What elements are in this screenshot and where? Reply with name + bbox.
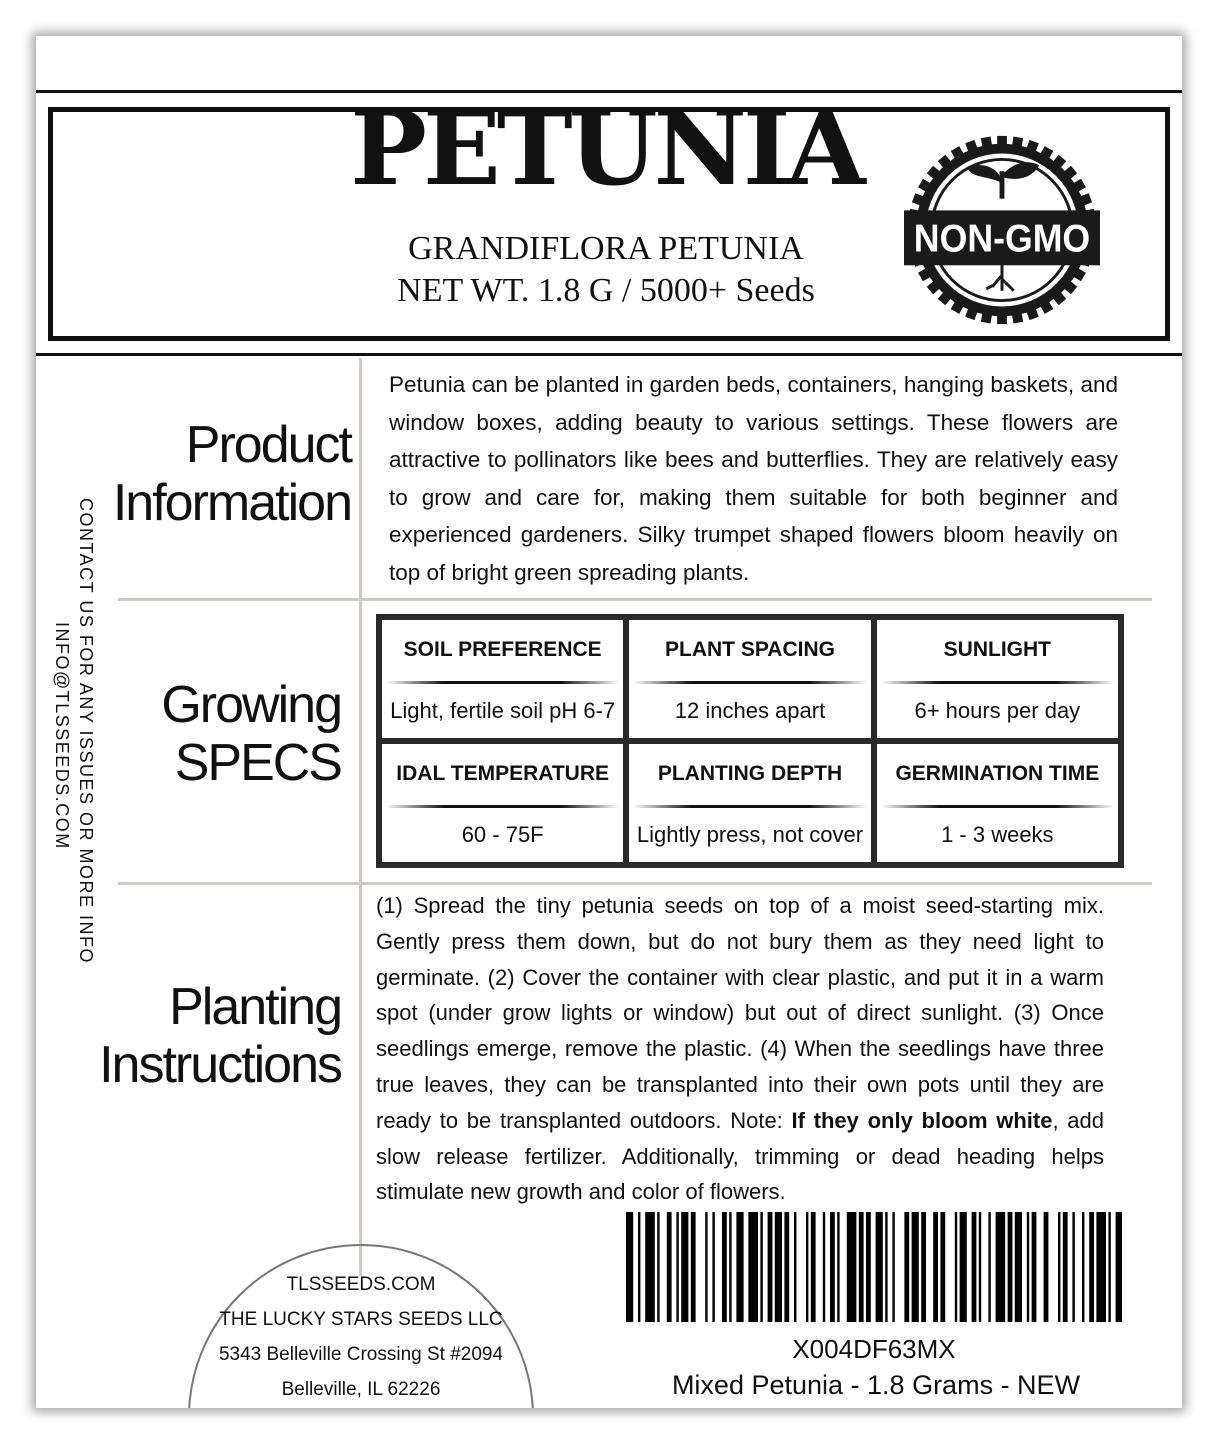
badge-text: NON-GMO [913, 217, 1091, 261]
non-gmo-badge-icon [904, 132, 1100, 328]
barcode-number: X004DF63MX [792, 1334, 956, 1364]
product-title: PETUNIA [350, 89, 862, 209]
growing-specs-table [376, 614, 1124, 868]
contact-email: INFO@TLSSEEDS.COM [52, 622, 72, 850]
spec-label: PLANT SPACING [665, 638, 835, 661]
growing-specs-heading: Growing SPECS [161, 676, 341, 792]
section-divider [118, 882, 1152, 885]
company-city: Belleville, IL 62226 [281, 1379, 441, 1400]
spec-cell-temperature [382, 744, 623, 862]
spec-value: Light, fertile soil pH 6-7 [390, 698, 616, 723]
spec-value: 60 - 75F [461, 822, 544, 847]
contact-us-text: CONTACT US FOR ANY ISSUES OR MORE INFO [76, 498, 96, 965]
spec-label: IDAL TEMPERATURE [396, 762, 610, 785]
spec-cell-soil [382, 620, 623, 738]
column-divider [359, 358, 362, 1276]
planting-instructions-text: (1) Spread the tiny petunia seeds on top of a moist seed-starting mix. Gently press them down, but do not bury them as they need light to germinate. (2) Cover the container with clear plastic, and put it in a warm spot (under grow lights or window) but out of direct sunlight. (3) Once seedlings emerge, remove the plastic. (4) When the seedlings have three true leaves, they can be transplanted into their own pots until they are ready to be transplanted outdoors. Note: If they only bloom white, add slow release fertilizer. Additionally, trimming or dead heading helps stimulate new growth and color of flowers. [376, 893, 1105, 1205]
spec-cell-germination [877, 744, 1118, 862]
net-weight: NET WT. 1.8 G / 5000+ Seeds [397, 272, 815, 309]
spec-value: 12 inches apart [674, 698, 826, 723]
company-street: 5343 Belleville Crossing St #2094 [218, 1344, 504, 1365]
product-variety: GRANDIFLORA PETUNIA [408, 230, 804, 267]
planting-instructions-heading: Planting Instructions [99, 978, 341, 1094]
spec-label: PLANTING DEPTH [657, 762, 843, 785]
spec-value: 1 - 3 weeks [941, 822, 1054, 847]
spec-cell-spacing [629, 620, 870, 738]
barcode-icon [626, 1212, 1122, 1322]
product-info-heading: Product Information [112, 416, 351, 532]
barcode-description: Mixed Petunia - 1.8 Grams - NEW [671, 1370, 1081, 1400]
spec-value: 6+ hours per day [914, 698, 1081, 723]
spec-cell-sunlight [877, 620, 1118, 738]
seed-packet-label [36, 36, 1182, 1408]
spec-label: SUNLIGHT [943, 638, 1051, 661]
spec-value: Lightly press, not cover [636, 822, 864, 847]
product-info-text: Petunia can be planted in garden beds, containers, hanging baskets, and window boxes, adding beauty to various settings. These flowers are attractive to pollinators like bees and butterflies. They are relatively easy to grow and care for, making them suitable for both beginner and experienced gardeners. Silky trumpet shaped flowers bloom heavily on top of bright green spreading plants. [389, 372, 1118, 585]
spec-label: GERMINATION TIME [895, 762, 1100, 785]
company-name: THE LUCKY STARS SEEDS LLC [219, 1309, 503, 1330]
section-divider [118, 598, 1152, 601]
spec-label: SOIL PREFERENCE [403, 638, 602, 661]
company-website: TLSSEEDS.COM [286, 1274, 436, 1295]
spec-cell-depth [629, 744, 870, 862]
